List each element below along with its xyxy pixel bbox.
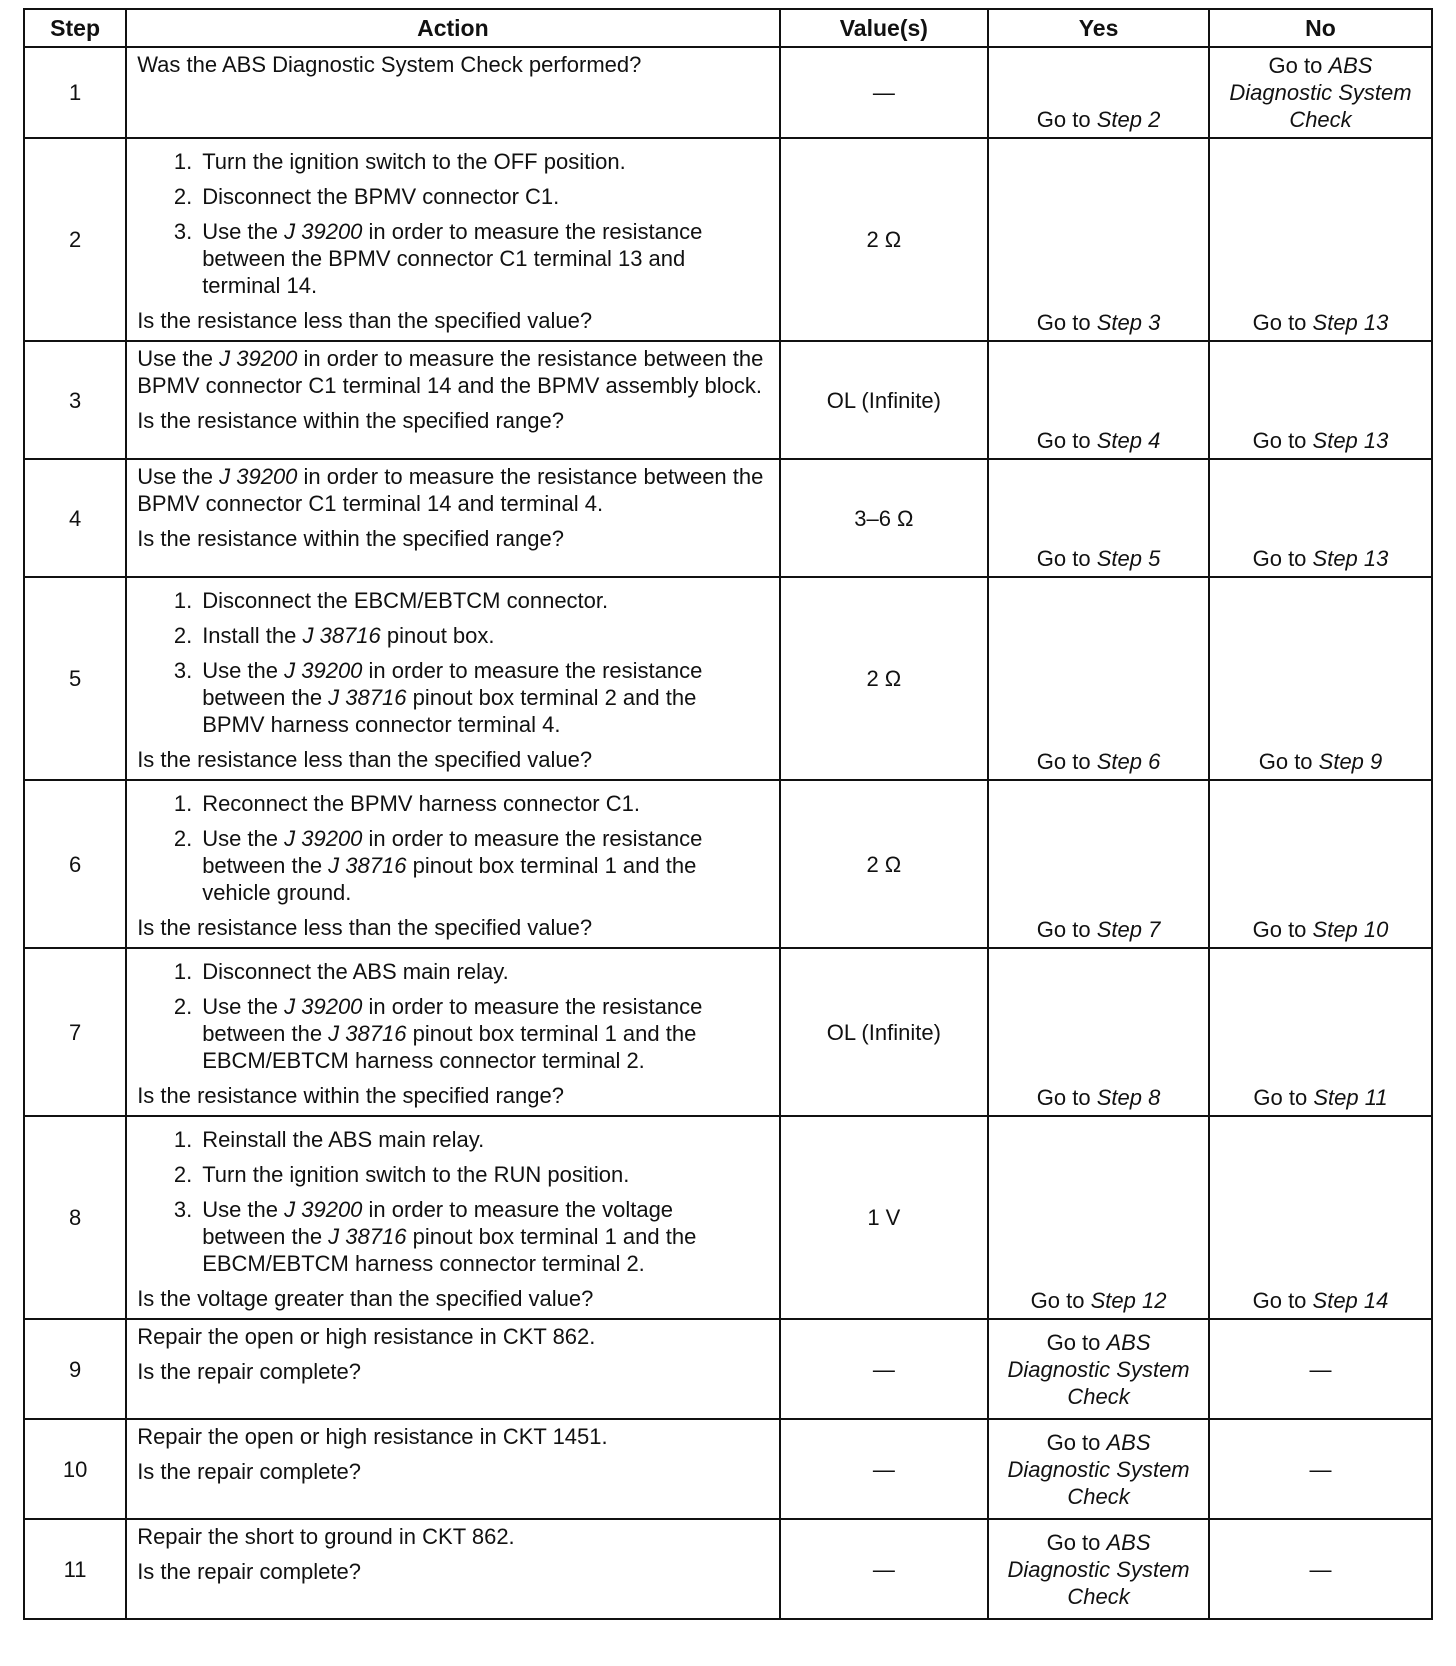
value-cell: OL (Infinite) (780, 948, 989, 1116)
action-cell (126, 948, 779, 1116)
action-cell (126, 47, 779, 138)
no-prefix: Go to (1252, 546, 1313, 571)
no-target: Step 13 (1312, 546, 1389, 571)
yes-cell (988, 47, 1209, 138)
value-cell: — (780, 1319, 989, 1419)
tool-name: J 39200 (284, 1197, 363, 1222)
step-number: 9 (24, 1319, 126, 1419)
yes-target: Step 12 (1090, 1288, 1167, 1313)
tool-name: J 38716 (328, 853, 407, 878)
text-segment: in order to measure the voltage between the (202, 1197, 674, 1249)
diagnostic-table (23, 8, 1433, 1620)
question: Was the ABS Diagnostic System Check performed? (137, 52, 642, 77)
table-row (24, 1319, 1432, 1419)
value-cell: 2 Ω (780, 780, 989, 948)
action-text (137, 345, 768, 399)
text-segment: pinout box terminal 2 and the BPMV harness connector terminal 4. (202, 685, 697, 737)
table-row (24, 459, 1432, 577)
text-segment: in order to measure the resistance between the (202, 658, 703, 710)
value-cell: — (780, 1419, 989, 1519)
item-number: 2. (173, 623, 193, 648)
header-row (24, 9, 1432, 47)
item-number: 1. (173, 149, 193, 174)
no-target: Step 11 (1313, 1085, 1388, 1110)
text-segment: Use the (137, 346, 220, 371)
yes-prefix: Go to (1036, 749, 1097, 774)
tool-name: J 39200 (284, 826, 363, 851)
text-segment: in order to measure the resistance between the BPMV connector C1 terminal 13 and terminal 14. (202, 219, 703, 298)
header-step: Step (24, 9, 126, 47)
no-cell (1209, 577, 1432, 780)
tool-name: J 39200 (219, 346, 298, 371)
list-item (137, 790, 768, 817)
table-row (24, 341, 1432, 459)
yes-target: Step 5 (1096, 546, 1161, 571)
no-target: Step 13 (1312, 428, 1389, 453)
action-text: Repair the short to ground in CKT 862. (137, 1524, 515, 1549)
question: Is the resistance within the specified range? (137, 1083, 564, 1108)
item-number: 1. (173, 959, 193, 984)
yes-target: ABS Diagnostic System Check (1007, 1429, 1190, 1509)
item-number: 2. (173, 1162, 193, 1187)
no-cell (1209, 1116, 1432, 1319)
list-item (137, 218, 768, 299)
list-item (137, 1196, 768, 1277)
yes-prefix: Go to (1046, 1529, 1107, 1555)
step-number: 6 (24, 780, 126, 948)
list-item (137, 825, 768, 906)
action-cell (126, 459, 779, 577)
item-text: Disconnect the ABS main relay. (202, 959, 509, 984)
question: Is the resistance less than the specified value? (137, 308, 593, 333)
text-segment: in order to measure the resistance between the BPMV connector C1 terminal 14 and terminal 4. (137, 464, 764, 516)
question: Is the resistance less than the specified value? (137, 915, 593, 940)
tool-name: J 39200 (284, 219, 363, 244)
yes-cell (988, 341, 1209, 459)
text-segment: Install the (202, 623, 303, 648)
text-segment: Use the (202, 1197, 285, 1222)
value-cell: 1 V (780, 1116, 989, 1319)
yes-cell (988, 1319, 1209, 1419)
yes-prefix: Go to (1036, 1085, 1097, 1110)
no-target: ABS Diagnostic System Check (1229, 53, 1412, 132)
question: Is the resistance within the specified range? (137, 408, 564, 433)
text-segment: Use the (202, 826, 285, 851)
item-text: Turn the ignition switch to the RUN position. (202, 1162, 630, 1187)
step-number: 1 (24, 47, 126, 138)
yes-prefix: Go to (1036, 107, 1097, 132)
tool-name: J 38716 (328, 685, 407, 710)
yes-target: Step 2 (1096, 107, 1161, 132)
tool-name: J 39200 (219, 464, 298, 489)
yes-cell (988, 577, 1209, 780)
yes-target: ABS Diagnostic System Check (1007, 1529, 1190, 1609)
yes-cell (988, 1116, 1209, 1319)
item-number: 2. (173, 826, 193, 851)
yes-prefix: Go to (1036, 428, 1097, 453)
item-text: Disconnect the EBCM/EBTCM connector. (202, 588, 609, 613)
list-item (137, 657, 768, 738)
no-cell: — (1209, 1519, 1432, 1619)
item-text (202, 218, 768, 299)
action-cell (126, 1116, 779, 1319)
item-number: 1. (173, 1127, 193, 1152)
no-cell: — (1209, 1419, 1432, 1519)
yes-target: Step 3 (1096, 310, 1161, 335)
step-number: 7 (24, 948, 126, 1116)
yes-cell (988, 459, 1209, 577)
step-number: 5 (24, 577, 126, 780)
table-row (24, 1419, 1432, 1519)
action-list (137, 958, 768, 1074)
text-segment: Use the (202, 219, 285, 244)
list-item (137, 183, 768, 210)
item-text (202, 622, 768, 649)
item-text (202, 1196, 768, 1277)
item-text (202, 657, 768, 738)
text-segment: Use the (137, 464, 220, 489)
list-item (137, 622, 768, 649)
text-segment: in order to measure the resistance between the (202, 994, 703, 1046)
item-text: Reconnect the BPMV harness connector C1. (202, 791, 640, 816)
item-number: 3. (173, 219, 193, 244)
no-cell (1209, 948, 1432, 1116)
no-target: Step 10 (1312, 917, 1389, 942)
no-prefix: Go to (1252, 1288, 1313, 1313)
value-cell: — (780, 47, 989, 138)
no-cell (1209, 459, 1432, 577)
yes-target: Step 7 (1096, 917, 1161, 942)
action-cell (126, 1419, 779, 1519)
item-text: Turn the ignition switch to the OFF position. (202, 149, 626, 174)
yes-prefix: Go to (1046, 1429, 1107, 1455)
no-cell (1209, 138, 1432, 341)
no-target: Step 14 (1312, 1288, 1389, 1313)
no-prefix: Go to (1252, 428, 1313, 453)
item-number: 2. (173, 184, 193, 209)
step-number: 8 (24, 1116, 126, 1319)
tool-name: J 38716 (302, 623, 381, 648)
item-text: Disconnect the BPMV connector C1. (202, 184, 560, 209)
yes-target: Step 4 (1096, 428, 1161, 453)
tool-name: J 39200 (284, 994, 363, 1019)
no-prefix: Go to (1252, 310, 1313, 335)
action-list (137, 148, 768, 299)
text-segment: pinout box terminal 1 and the EBCM/EBTCM harness connector terminal 2. (202, 1224, 697, 1276)
text-segment: pinout box terminal 1 and the vehicle ground. (202, 853, 697, 905)
header-values: Value(s) (780, 9, 989, 47)
action-text: Repair the open or high resistance in CKT 862. (137, 1324, 596, 1349)
header-yes: Yes (988, 9, 1209, 47)
header-action: Action (126, 9, 779, 47)
action-cell (126, 1319, 779, 1419)
question: Is the resistance less than the specified value? (137, 747, 593, 772)
list-item (137, 148, 768, 175)
no-prefix: Go to (1268, 53, 1329, 78)
value-cell: 2 Ω (780, 577, 989, 780)
tool-name: J 38716 (328, 1224, 407, 1249)
yes-prefix: Go to (1036, 546, 1097, 571)
no-prefix: Go to (1258, 749, 1319, 774)
text-segment: pinout box terminal 1 and the EBCM/EBTCM harness connector terminal 2. (202, 1021, 697, 1073)
list-item (137, 1126, 768, 1153)
list-item (137, 993, 768, 1074)
no-prefix: Go to (1252, 917, 1313, 942)
item-number: 3. (173, 658, 193, 683)
action-cell (126, 780, 779, 948)
action-text: Repair the open or high resistance in CKT 1451. (137, 1424, 608, 1449)
text-segment: Use the (202, 994, 285, 1019)
step-number: 4 (24, 459, 126, 577)
yes-prefix: Go to (1036, 310, 1097, 335)
tool-name: J 38716 (328, 1021, 407, 1046)
step-number: 2 (24, 138, 126, 341)
yes-prefix: Go to (1030, 1288, 1091, 1313)
action-cell (126, 138, 779, 341)
item-number: 2. (173, 994, 193, 1019)
question: Is the repair complete? (137, 1559, 361, 1584)
item-text (202, 993, 768, 1074)
value-cell: 2 Ω (780, 138, 989, 341)
table-row (24, 780, 1432, 948)
action-list (137, 790, 768, 906)
list-item (137, 587, 768, 614)
item-text (202, 825, 768, 906)
no-cell: — (1209, 1319, 1432, 1419)
action-text (137, 463, 768, 517)
yes-cell (988, 780, 1209, 948)
yes-target: Step 6 (1096, 749, 1161, 774)
table-row (24, 47, 1432, 138)
table-row (24, 948, 1432, 1116)
item-text: Reinstall the ABS main relay. (202, 1127, 485, 1152)
item-number: 1. (173, 791, 193, 816)
no-cell (1209, 47, 1432, 138)
text-segment: Use the (202, 658, 285, 683)
list-item (137, 1161, 768, 1188)
question: Is the repair complete? (137, 1459, 361, 1484)
item-number: 3. (173, 1197, 193, 1222)
yes-prefix: Go to (1036, 917, 1097, 942)
step-number: 11 (24, 1519, 126, 1619)
question: Is the repair complete? (137, 1359, 361, 1384)
value-cell: — (780, 1519, 989, 1619)
table-row (24, 138, 1432, 341)
yes-cell (988, 1419, 1209, 1519)
text-segment: pinout box. (380, 623, 495, 648)
question: Is the resistance within the specified range? (137, 526, 564, 551)
no-target: Step 13 (1312, 310, 1389, 335)
action-list (137, 1126, 768, 1277)
list-item (137, 958, 768, 985)
yes-cell (988, 948, 1209, 1116)
yes-target: ABS Diagnostic System Check (1007, 1329, 1190, 1409)
value-cell: OL (Infinite) (780, 341, 989, 459)
no-cell (1209, 341, 1432, 459)
action-cell (126, 1519, 779, 1619)
yes-cell (988, 138, 1209, 341)
action-cell (126, 341, 779, 459)
table-row (24, 1519, 1432, 1619)
step-number: 10 (24, 1419, 126, 1519)
yes-cell (988, 1519, 1209, 1619)
header-no: No (1209, 9, 1432, 47)
item-number: 1. (173, 588, 193, 613)
text-segment: in order to measure the resistance between the (202, 826, 703, 878)
action-cell (126, 577, 779, 780)
table-row (24, 577, 1432, 780)
tool-name: J 39200 (284, 658, 363, 683)
text-segment: in order to measure the resistance between the BPMV connector C1 terminal 14 and the BPMV assembly block. (137, 346, 764, 398)
question: Is the voltage greater than the specified value? (137, 1286, 594, 1311)
table-row (24, 1116, 1432, 1319)
yes-prefix: Go to (1046, 1329, 1107, 1355)
no-prefix: Go to (1253, 1085, 1314, 1110)
step-number: 3 (24, 341, 126, 459)
action-list (137, 587, 768, 738)
no-target: Step 9 (1318, 749, 1383, 774)
no-cell (1209, 780, 1432, 948)
value-cell: 3–6 Ω (780, 459, 989, 577)
yes-target: Step 8 (1096, 1085, 1161, 1110)
